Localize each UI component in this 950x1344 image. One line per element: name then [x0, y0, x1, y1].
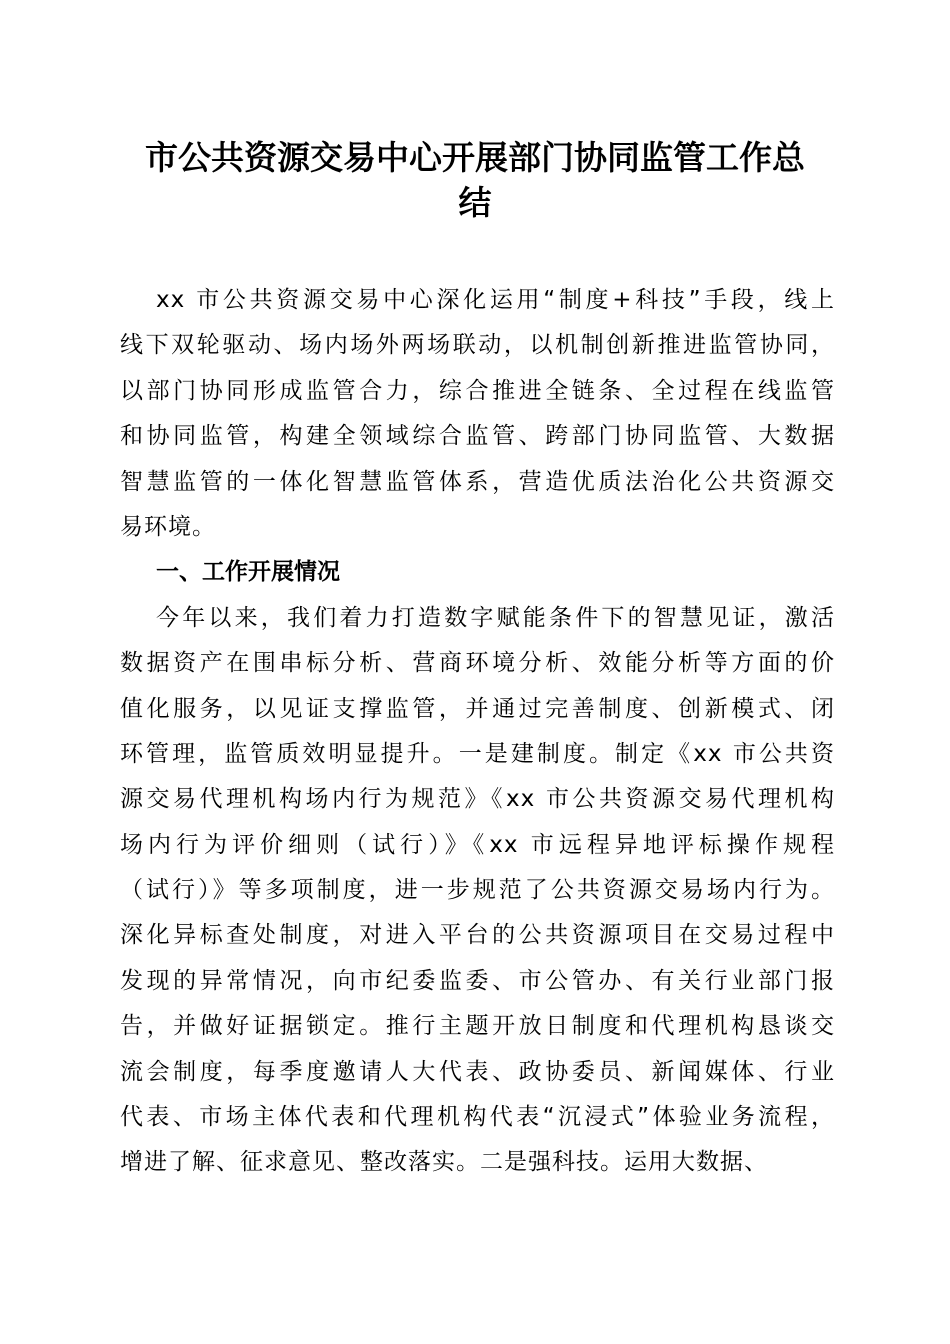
paragraph-line: 环管理，监管质效明显提升。一是建制度。制定《xx 市公共资	[120, 740, 835, 767]
section-heading-text: 一、工作开展情况	[156, 559, 340, 586]
title-line: 结	[458, 183, 492, 222]
paragraph-line: 源交易代理机构场内行为规范》《xx 市公共资源交易代理机构	[120, 786, 835, 813]
intro-paragraph	[120, 278, 835, 550]
paragraph-line: 流会制度，每季度邀请人大代表、政协委员、新闻媒体、行业	[120, 1058, 835, 1085]
title-line: 市公共资源交易中心开展部门协同监管工作总	[145, 138, 805, 177]
document-body	[120, 278, 835, 1186]
paragraph-line: 代表、市场主体代表和代理机构代表“沉浸式”体验业务流程，	[120, 1104, 835, 1131]
paragraph-line: 增进了解、征求意见、整改落实。二是强科技。运用大数据、	[120, 1149, 768, 1176]
paragraph-line: 告，并做好证据锁定。推行主题开放日制度和代理机构恳谈交	[120, 1013, 835, 1040]
section-heading	[120, 550, 835, 595]
paragraph-line: 和协同监管，构建全领域综合监管、跨部门协同监管、大数据	[120, 423, 835, 450]
paragraph-line: 线下双轮驱动、场内场外两场联动，以机制创新推进监管协同，	[120, 332, 835, 359]
paragraph-line: 易环境。	[120, 513, 216, 540]
document-title	[100, 135, 850, 225]
paragraph-line: 发现的异常情况，向市纪委监委、市公管办、有关行业部门报	[120, 967, 835, 994]
paragraph-line: 数据资产在围串标分析、营商环境分析、效能分析等方面的价	[120, 650, 835, 677]
paragraph-line: 场内行为评价细则（试行）》《xx 市远程异地评标操作规程	[120, 831, 835, 858]
paragraph-line: xx 市公共资源交易中心深化运用“制度+科技”手段，线上	[156, 287, 835, 313]
paragraph-line: 值化服务，以见证支撑监管，并通过完善制度、创新模式、闭	[120, 695, 835, 722]
paragraph-line: 深化异标查处制度，对进入平台的公共资源项目在交易过程中	[120, 922, 835, 949]
paragraph-line: 智慧监管的一体化智慧监管体系，营造优质法治化公共资源交	[120, 468, 835, 495]
paragraph-line: 今年以来，我们着力打造数字赋能条件下的智慧见证，激活	[156, 604, 835, 631]
paragraph-line: （试行）》等多项制度，进一步规范了公共资源交易场内行为。	[120, 877, 835, 904]
work-status-paragraph	[120, 596, 835, 1186]
paragraph-line: 以部门协同形成监管合力，综合推进全链条、全过程在线监管	[120, 377, 835, 404]
